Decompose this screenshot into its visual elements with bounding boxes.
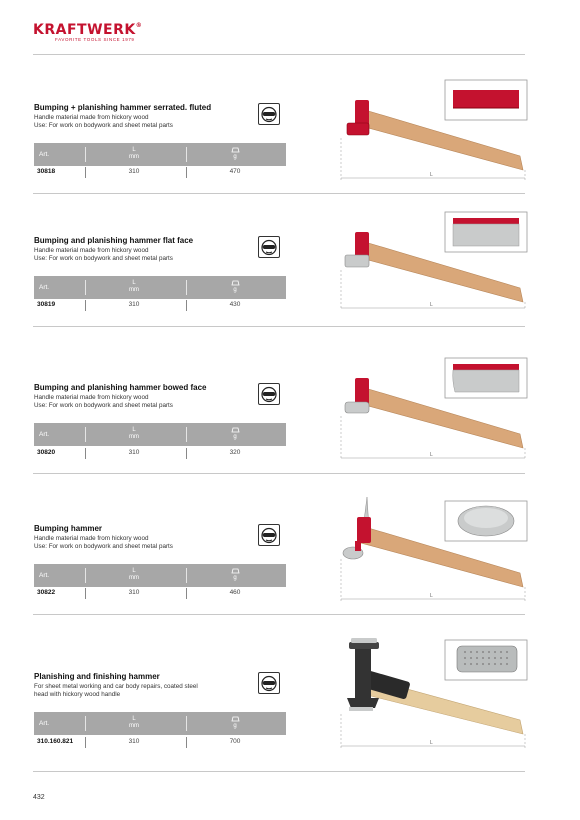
header-length: L mm [129,427,139,440]
row-divider [186,300,187,311]
dimension-label: L [430,172,433,178]
article-number: 30818 [37,168,56,175]
hammer-image [335,78,530,188]
separator [33,326,525,327]
header-divider [186,280,187,295]
hammer-image [335,493,530,605]
safety-goggles-icon [258,236,280,258]
header-length: L mm [129,147,139,160]
product-description [34,114,244,130]
weight-icon [231,427,240,433]
header-weight: g [224,712,246,739]
product-description [34,683,244,699]
hammer-image [335,210,530,320]
length-value: 310 [128,449,140,456]
length-value: 310 [128,738,140,745]
description-line: For sheet metal working and car body repairs, coated steel [34,683,198,690]
description-line: head with hickory wood handle [34,691,121,698]
product-title: Bumping and planishing hammer bowed face [34,383,207,392]
weight-value: 320 [229,449,241,456]
weight-value: 470 [229,168,241,175]
header-art: Art. [39,572,50,579]
hammer-image [335,356,530,466]
header-divider [85,280,86,295]
table-row [34,737,286,748]
separator [33,193,525,194]
page-number: 432 [33,794,45,801]
separator [33,614,525,615]
header-weight: g [224,143,246,170]
separator-bottom [33,771,525,772]
dimension-label: L [430,740,433,746]
row-divider [186,448,187,459]
header-weight: g [224,423,246,450]
article-number: 310.160.821 [37,738,74,745]
header-divider [186,716,187,731]
length-value: 310 [128,589,140,596]
header-art: Art. [39,284,50,291]
row-divider [186,588,187,599]
product-title: Bumping and planishing hammer flat face [34,236,194,245]
description-line: Handle material made from hickory wood [34,114,149,121]
product-description [34,247,244,263]
header-divider [85,147,86,162]
table-header [34,276,286,299]
table-row [34,300,286,311]
header-art: Art. [39,151,50,158]
header-weight: g [224,564,246,591]
table-header [34,423,286,446]
safety-goggles-icon [258,383,280,405]
description-line: Use: For work on bodywork and sheet metal parts [34,402,173,409]
article-number: 30819 [37,301,56,308]
header-art: Art. [39,431,50,438]
header-divider [186,427,187,442]
weight-value: 430 [229,301,241,308]
row-divider [85,737,86,748]
header-weight: g [224,276,246,303]
description-line: Handle material made from hickory wood [34,247,149,254]
header-length: L mm [129,280,139,293]
length-value: 310 [128,168,140,175]
article-number: 30822 [37,589,56,596]
product-title: Bumping + planishing hammer serrated. fluted [34,103,212,112]
row-divider [85,167,86,178]
dimension-label: L [430,452,433,458]
safety-goggles-icon [258,672,280,694]
article-number: 30820 [37,449,56,456]
row-divider [186,737,187,748]
table-header [34,564,286,587]
brand-wordmark: KRAFTWERK® [33,22,143,38]
description-line: Handle material made from hickory wood [34,535,149,542]
header-divider [85,716,86,731]
weight-icon [231,568,240,574]
table-row [34,588,286,599]
header-divider [85,568,86,583]
product-title: Planishing and finishing hammer [34,672,160,681]
table-row [34,448,286,459]
hammer-image [335,636,530,754]
dimension-label: L [430,302,433,308]
description-line: Use: For work on bodywork and sheet metal parts [34,122,173,129]
product-title: Bumping hammer [34,524,103,533]
separator [33,473,525,474]
row-divider [186,167,187,178]
brand-tagline: FAVORITE TOOLS SINCE 1979 [55,37,135,42]
header-divider [186,568,187,583]
table-row [34,167,286,178]
table-header [34,143,286,166]
weight-icon [231,280,240,286]
weight-icon [231,147,240,153]
weight-icon [231,716,240,722]
description-line: Handle material made from hickory wood [34,394,149,401]
row-divider [85,300,86,311]
length-value: 310 [128,301,140,308]
brand-logo [33,22,142,42]
product-description [34,394,244,410]
header-divider [186,147,187,162]
description-line: Use: For work on bodywork and sheet metal parts [34,255,173,262]
row-divider [85,448,86,459]
header-length: L mm [129,568,139,581]
separator-top [33,54,525,55]
safety-goggles-icon [258,103,280,125]
description-line: Use: For work on bodywork and sheet metal parts [34,543,173,550]
table-header [34,712,286,735]
header-length: L mm [129,716,139,729]
safety-goggles-icon [258,524,280,546]
weight-value: 700 [229,738,241,745]
dimension-label: L [430,593,433,599]
weight-value: 460 [229,589,241,596]
product-description [34,535,244,551]
header-art: Art. [39,720,50,727]
header-divider [85,427,86,442]
row-divider [85,588,86,599]
